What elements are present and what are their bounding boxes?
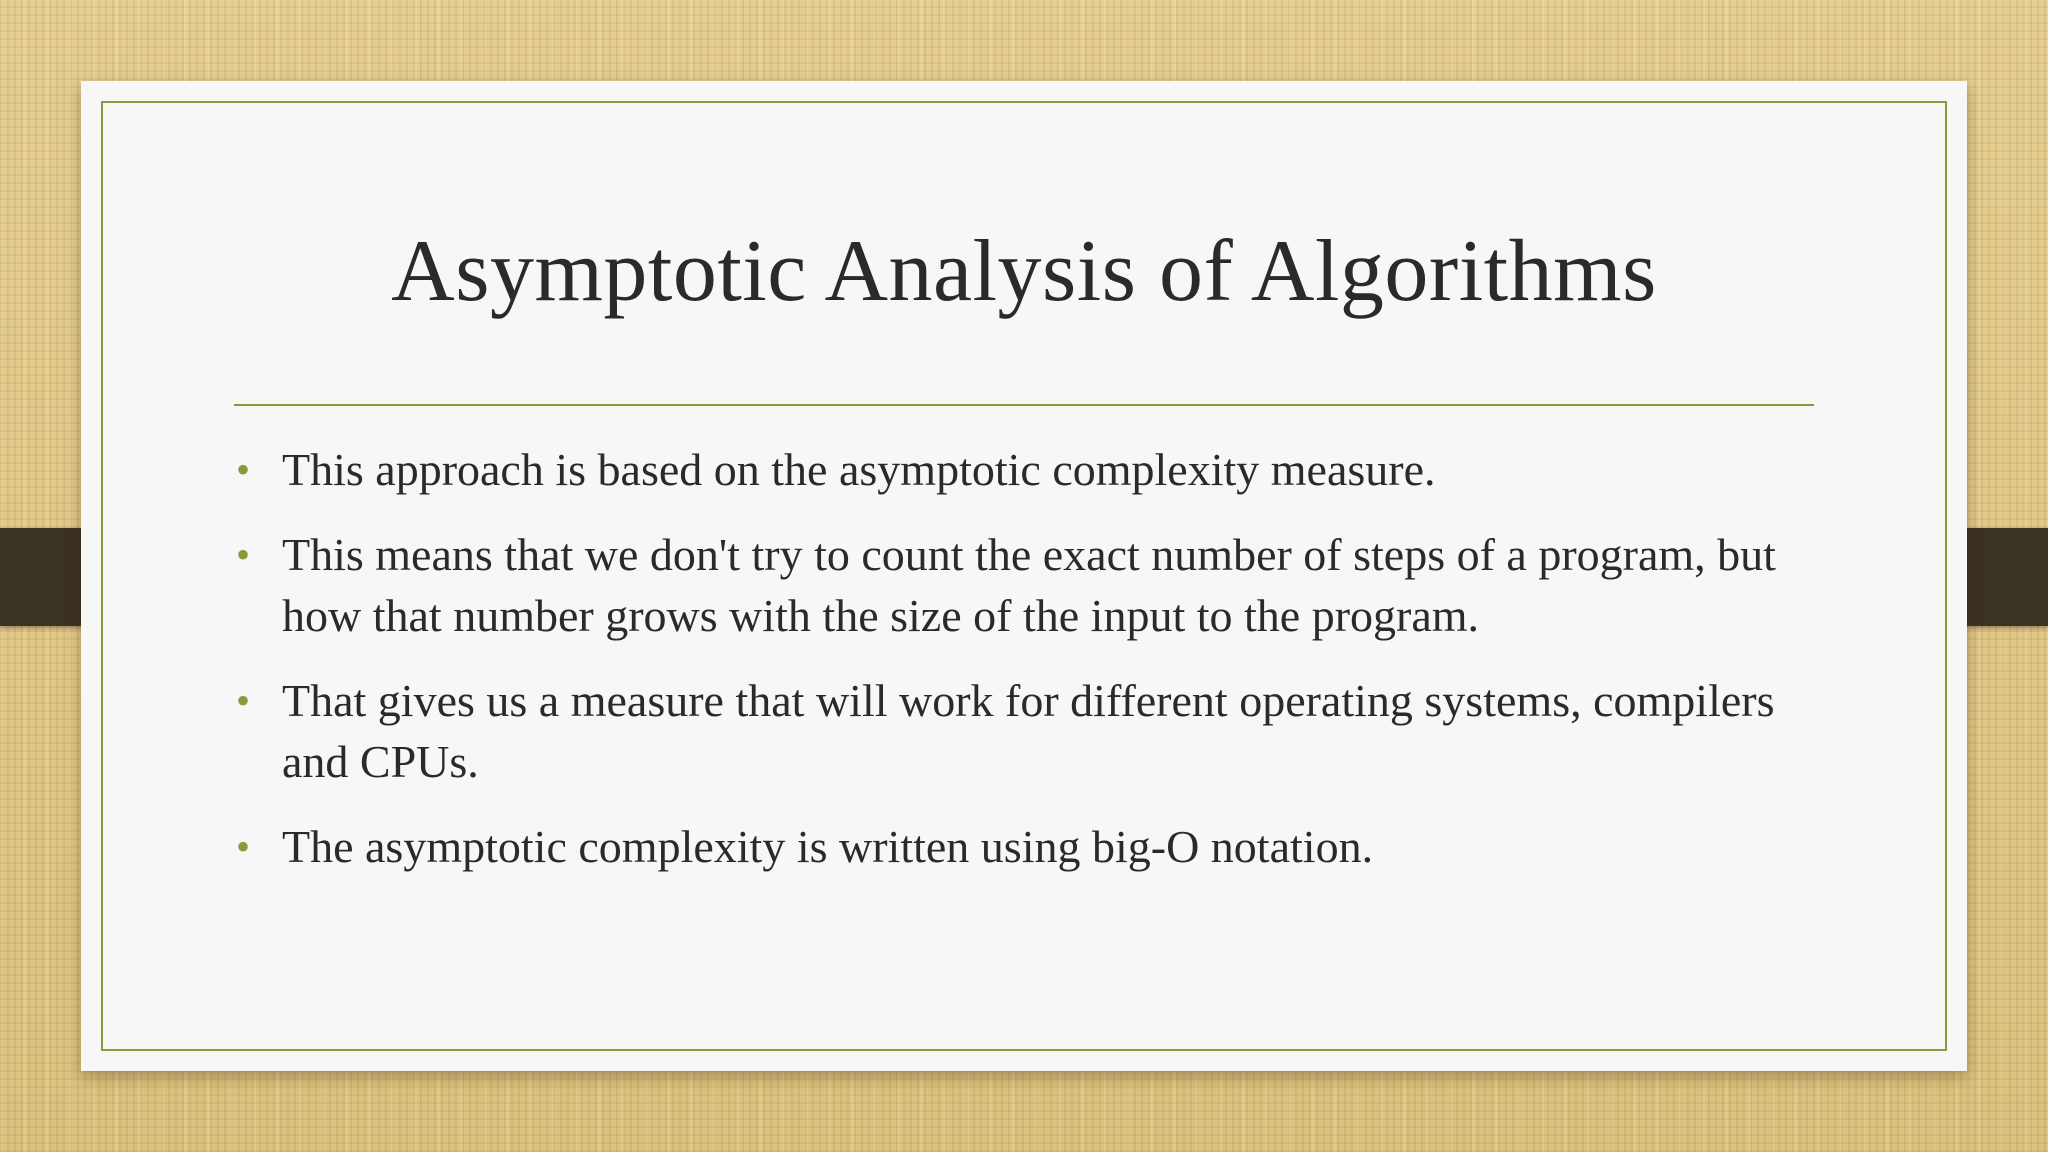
slide-title: Asymptotic Analysis of Algorithms	[391, 223, 1657, 320]
bullet-item	[234, 439, 1794, 500]
bullet-icon: •	[236, 678, 251, 723]
bullet-item	[234, 670, 1794, 792]
title-divider	[234, 404, 1814, 406]
bullet-icon: •	[236, 447, 251, 492]
bullet-item	[234, 816, 1794, 877]
bullet-icon: •	[236, 532, 251, 577]
bullet-text: That gives us a measure that will work for different operating systems, compilers and CPUs.	[282, 675, 1775, 787]
bullet-text: This approach is based on the asymptotic complexity measure.	[282, 444, 1436, 495]
bullet-icon: •	[236, 824, 251, 869]
bullet-list	[234, 439, 1794, 901]
slide-card	[81, 81, 1967, 1071]
bullet-item	[234, 524, 1794, 646]
bullet-text: The asymptotic complexity is written using big-O notation.	[282, 821, 1374, 872]
bullet-text: This means that we don't try to count the exact number of steps of a program, but how that number grows with the size of the input to the program.	[282, 529, 1776, 641]
